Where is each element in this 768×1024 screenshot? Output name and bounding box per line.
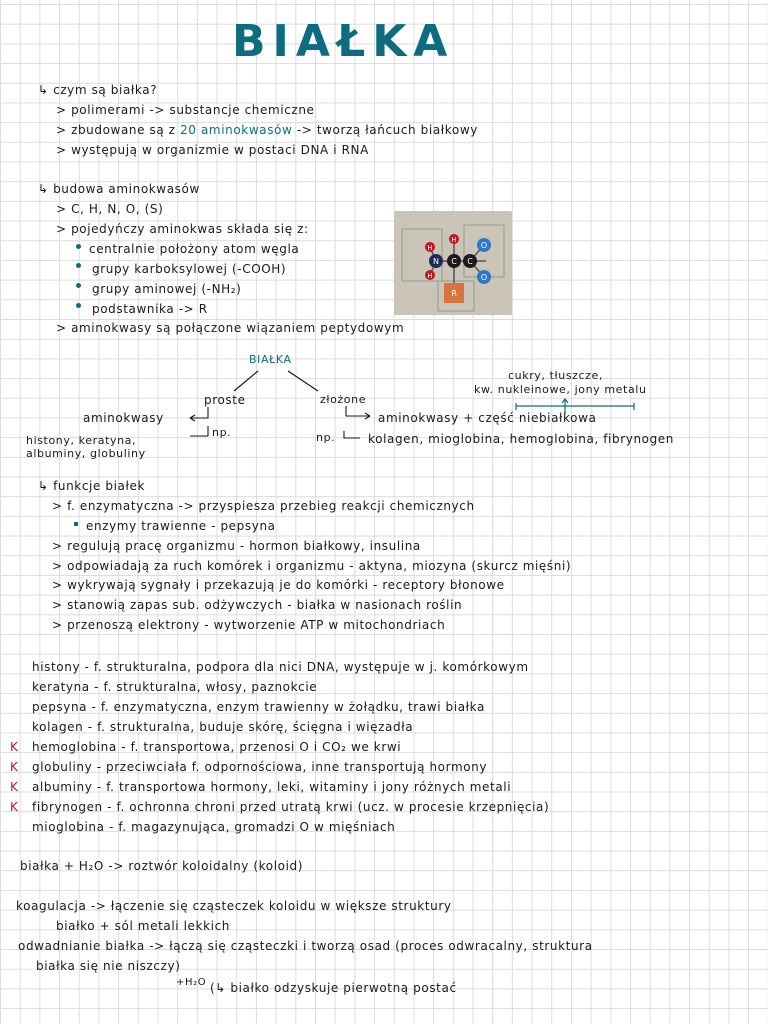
bullet-text: podstawnika -> R [92, 302, 208, 316]
section-heading-protein-functions: ↳ funkcje białek [38, 479, 146, 493]
bullet-text: grupy aminowej (-NH₂) [92, 282, 242, 296]
note-text: > zbudowane są z [56, 123, 176, 137]
protein-row: kolagen - f. strukturalna, buduje skórę, ścięgna i więzadła [32, 720, 414, 734]
protein-row: keratyna - f. strukturalna, włosy, paznokcie [32, 680, 318, 694]
note-line: > występują w organizmie w postaci DNA i RNA [56, 143, 369, 157]
note-line: białko + sól metali lekkich [56, 919, 230, 933]
note-line: > przenoszą elektrony - wytworzenie ATP w mitochondriach [52, 618, 446, 632]
protein-row: pepsyna - f. enzymatyczna, enzym trawienny w żołądku, trawi białka [32, 700, 485, 714]
note-line: > f. enzymatyczna -> przyspiesza przebieg reakcji chemicznych [52, 499, 475, 513]
note-line: białka + H₂O -> roztwór koloidalny (koloid) [20, 859, 304, 873]
note-line: koagulacja -> łączenie się cząsteczek koloidu w większe struktury [16, 899, 452, 913]
note-line: (↳ białko odzyskuje pierwotną postać [210, 981, 457, 995]
atom-label: O [480, 273, 488, 282]
note-line: > regulują pracę organizmu - hormon białkowy, insulina [52, 539, 421, 553]
water-annotation: +H₂O [176, 977, 207, 988]
tree-simple-examples: histony, keratyna, [26, 434, 137, 447]
note-line: białka się nie niszczy) [36, 959, 181, 973]
bullet-text: grupy karboksylowej (-COOH) [92, 262, 287, 276]
atom-label: C [467, 257, 473, 266]
tree-complex-nonprotein-note: cukry, tłuszcze, [508, 369, 604, 382]
tree-complex-proteins: złożone [320, 393, 367, 406]
important-mark: K [10, 740, 19, 754]
bullet-text: centralnie położony atom węgla [89, 242, 300, 256]
atom-label: O [480, 241, 488, 250]
tree-simple-examples: albuminy, globuliny [26, 447, 146, 460]
section-heading-what-are-proteins: ↳ czym są białka? [38, 83, 158, 97]
bullet-text: enzymy trawienne - pepsyna [86, 519, 276, 533]
note-line: > C, H, N, O, (S) [56, 202, 164, 216]
important-mark: K [10, 780, 19, 794]
tree-complex-composition: aminokwasy + część niebiałkowa [378, 411, 597, 425]
highlight-text: 20 aminokwasów [180, 123, 293, 137]
atom-label: R [451, 289, 457, 298]
atom-label: C [451, 257, 457, 266]
protein-row: mioglobina - f. magazynująca, gromadzi O w mięśniach [32, 820, 396, 834]
note-line: > stanowią zapas sub. odżywczych - białka w nasionach roślin [52, 598, 463, 612]
page-title: BIAŁKA [232, 16, 455, 67]
atom-label: H [451, 236, 457, 244]
protein-row: histony - f. strukturalna, podpora dla nici DNA, występuje w j. komórkowym [32, 660, 529, 674]
protein-row: globuliny - przeciwciała f. odpornościowa, inne transportują hormony [32, 760, 488, 774]
note-text: -> tworzą łańcuch białkowy [296, 123, 478, 137]
protein-row: albuminy - f. transportowa hormony, leki, witaminy i jony różnych metali [32, 780, 512, 794]
note-line: > odpowiadają za ruch komórek i organizmu - aktyna, miozyna (skurcz mięśni) [52, 559, 572, 573]
tree-simple-proteins: proste [204, 393, 246, 407]
atom-label: H [427, 272, 433, 280]
important-mark: K [10, 800, 19, 814]
tree-simple-example-label: np. [212, 426, 232, 439]
section-heading-amino-acid-structure: ↳ budowa aminokwasów [38, 182, 200, 196]
note-line: > aminokwasy są połączone wiązaniem peptydowym [56, 321, 405, 335]
note-line: > pojedyńczy aminokwas składa się z: [56, 222, 309, 236]
tree-complex-examples: kolagen, mioglobina, hemoglobina, fibrynogen [368, 432, 674, 446]
protein-row: fibrynogen - f. ochronna chroni przed utratą krwi (ucz. w procesie krzepnięcia) [32, 800, 550, 814]
note-line: odwadnianie białka -> łączą się cząsteczki i tworzą osad (proces odwracalny, struktura [18, 939, 593, 953]
tree-root: BIAŁKA [249, 353, 292, 366]
note-line: > wykrywają sygnały i przekazują je do komórki - receptory błonowe [52, 578, 505, 592]
tree-complex-example-label: np. [316, 431, 336, 444]
bullet-square [74, 522, 78, 526]
atom-label: N [433, 257, 439, 266]
note-line: > polimerami -> substancje chemiczne [56, 103, 315, 117]
important-mark: K [10, 760, 19, 774]
protein-row: hemoglobina - f. transportowa, przenosi O i CO₂ we krwi [32, 740, 402, 754]
tree-simple-composition: aminokwasy [83, 411, 164, 425]
atom-label: H [427, 244, 433, 252]
tree-complex-nonprotein-note: kw. nukleinowe, jony metalu [474, 383, 647, 396]
